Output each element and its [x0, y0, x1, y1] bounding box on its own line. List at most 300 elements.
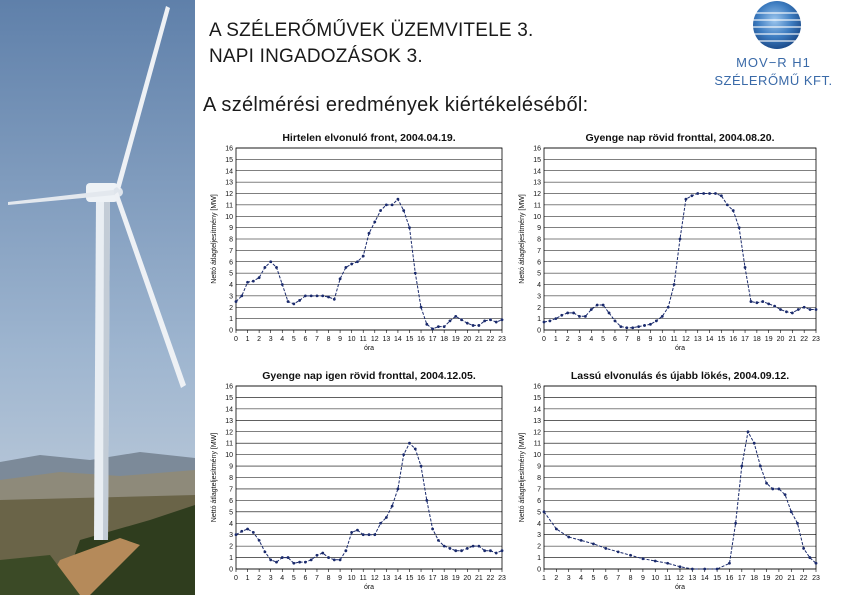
data-point: [379, 209, 382, 212]
y-tick-label: 11: [225, 202, 233, 210]
x-tick-label: 10: [347, 336, 356, 343]
data-point: [567, 536, 570, 539]
chart-title: Gyenge nap rövid fronttal, 2004.08.20.: [585, 132, 775, 144]
wind-turbine-photo: [0, 0, 195, 595]
data-point: [316, 554, 319, 557]
y-tick-label: 5: [229, 509, 233, 517]
y-tick-label: 3: [229, 293, 233, 301]
chart-title: Gyenge nap igen rövid fronttal, 2004.12.05.: [262, 370, 476, 382]
y-tick-label: 12: [533, 191, 541, 198]
x-tick-label: 6: [603, 575, 608, 582]
x-tick-label: 19: [764, 336, 773, 343]
x-tick-label: 1: [553, 336, 558, 343]
x-tick-label: 13: [693, 336, 702, 343]
data-point: [744, 266, 747, 269]
data-point: [642, 557, 645, 560]
y-tick-label: 9: [229, 225, 233, 233]
data-point: [344, 549, 347, 552]
x-tick-label: 8: [326, 336, 331, 343]
x-tick-label: 23: [812, 336, 820, 343]
y-axis-label: Nettó átlagteljesítmény [MW]: [211, 432, 218, 523]
data-point: [679, 238, 682, 241]
data-point: [454, 315, 457, 318]
data-point: [252, 531, 255, 534]
data-point: [362, 533, 365, 536]
data-point: [368, 533, 371, 536]
data-point: [258, 276, 261, 279]
y-tick-label: 1: [537, 555, 541, 563]
data-point: [803, 306, 806, 309]
y-tick-label: 3: [229, 532, 233, 540]
y-tick-label: 8: [229, 236, 233, 244]
data-point: [466, 322, 469, 325]
x-tick-label: 10: [658, 336, 667, 343]
data-point: [385, 516, 388, 519]
x-tick-label: 4: [280, 575, 285, 582]
data-point: [495, 321, 498, 324]
y-tick-label: 11: [533, 440, 541, 448]
data-point: [691, 568, 694, 571]
data-point: [483, 320, 486, 323]
data-point: [397, 488, 400, 491]
data-point: [755, 301, 758, 304]
data-point: [449, 320, 452, 323]
data-point: [661, 315, 664, 318]
x-tick-label: 7: [315, 336, 319, 343]
data-point: [264, 550, 267, 553]
x-tick-label: 8: [628, 575, 633, 582]
data-point: [555, 528, 558, 531]
data-point: [240, 294, 243, 297]
data-point: [779, 308, 782, 311]
data-point: [287, 300, 290, 303]
data-point: [802, 547, 805, 550]
x-tick-label: 5: [291, 575, 296, 582]
data-point: [425, 499, 428, 502]
x-tick-label: 16: [417, 575, 425, 582]
data-point: [454, 549, 457, 552]
data-point: [543, 510, 546, 513]
data-point: [501, 318, 504, 321]
x-tick-label: 23: [812, 575, 820, 582]
data-point: [333, 558, 336, 561]
data-point: [629, 554, 632, 557]
x-tick-label: 10: [347, 575, 356, 582]
data-point: [235, 533, 238, 536]
x-tick-label: 4: [280, 336, 285, 343]
company-logo: [705, 0, 842, 92]
data-point: [292, 562, 295, 565]
data-point: [714, 192, 717, 195]
x-tick-label: 17: [428, 575, 437, 582]
data-point: [344, 266, 347, 269]
chart-panel-slow-0912: [514, 366, 824, 595]
chart-title: Hirtelen elvonuló front, 2004.04.19.: [282, 132, 456, 144]
data-point: [667, 306, 670, 309]
x-tick-label: 23: [498, 575, 506, 582]
data-point: [778, 488, 781, 491]
x-tick-label: 12: [370, 336, 379, 343]
data-point: [703, 568, 706, 571]
page-subtitle: A szélmérési eredmények kiértékeléséből:: [203, 94, 589, 116]
x-tick-label: 20: [775, 575, 783, 582]
x-tick-label: 9: [338, 336, 343, 343]
data-point: [252, 280, 255, 283]
x-tick-label: 22: [486, 575, 495, 582]
x-tick-label: 2: [257, 336, 262, 343]
data-point: [460, 318, 463, 321]
x-tick-label: 14: [705, 336, 714, 343]
x-tick-label: 7: [624, 336, 629, 343]
data-point: [368, 232, 371, 235]
x-tick-label: 3: [566, 575, 571, 582]
data-point: [716, 568, 719, 571]
data-point: [414, 448, 417, 451]
x-tick-label: 3: [577, 336, 582, 343]
data-point: [477, 324, 480, 327]
data-point: [543, 321, 546, 324]
y-tick-label: 15: [533, 156, 541, 164]
chart-panel-weak-0820: [514, 128, 824, 356]
data-point: [397, 198, 400, 201]
data-point: [258, 539, 261, 542]
x-tick-label: 1: [245, 575, 250, 582]
x-tick-label: 21: [788, 336, 797, 343]
x-tick-label: 19: [451, 575, 460, 582]
y-tick-label: 2: [537, 543, 541, 551]
data-point: [580, 539, 583, 542]
x-tick-label: 9: [338, 575, 343, 582]
y-tick-label: 13: [225, 179, 233, 187]
y-tick-label: 5: [229, 270, 233, 278]
y-tick-label: 8: [229, 475, 233, 482]
data-point: [431, 528, 434, 531]
data-point: [643, 324, 646, 327]
data-point: [666, 562, 669, 565]
y-tick-label: 0: [537, 566, 541, 574]
data-point: [269, 260, 272, 263]
y-tick-label: 0: [229, 566, 233, 574]
x-tick-label: 11: [359, 336, 367, 343]
data-point: [339, 277, 342, 280]
x-tick-label: 11: [663, 575, 672, 582]
data-point: [391, 203, 394, 206]
y-tick-label: 12: [533, 429, 541, 437]
y-tick-label: 0: [229, 327, 233, 335]
data-point: [720, 194, 723, 197]
data-point: [637, 325, 640, 328]
chart-svg: [206, 366, 510, 595]
data-point: [747, 430, 750, 433]
y-tick-label: 13: [225, 417, 233, 425]
y-tick-label: 14: [533, 406, 541, 414]
chart-title: Lassú elvonulás és újabb lökés, 2004.09.12.: [570, 370, 790, 382]
data-point: [608, 312, 611, 315]
x-tick-label: 1: [542, 575, 546, 582]
x-axis-label: óra: [674, 584, 686, 591]
y-tick-label: 15: [533, 394, 541, 402]
y-tick-label: 4: [229, 520, 233, 528]
x-tick-label: 3: [268, 575, 273, 582]
data-point: [796, 522, 799, 525]
x-tick-label: 14: [700, 575, 709, 582]
y-axis-label: Nettó átlagteljesítmény [MW]: [211, 194, 218, 284]
x-tick-label: 0: [234, 336, 238, 343]
y-tick-label: 0: [537, 327, 541, 335]
chart-panel-weak-1205: [206, 366, 510, 595]
x-tick-label: 6: [303, 336, 308, 343]
y-tick-label: 16: [533, 383, 541, 391]
data-point: [356, 529, 359, 532]
data-point: [584, 315, 587, 318]
y-tick-label: 16: [225, 145, 233, 153]
data-point: [614, 320, 617, 323]
data-point: [790, 510, 793, 513]
x-tick-label: 19: [451, 336, 460, 343]
data-point: [495, 552, 498, 555]
x-tick-label: 5: [291, 336, 296, 343]
data-point: [765, 482, 768, 485]
x-tick-label: 9: [640, 575, 645, 582]
data-point: [321, 294, 324, 297]
data-point: [625, 326, 628, 329]
data-point: [738, 226, 741, 229]
x-tick-label: 2: [554, 575, 559, 582]
y-tick-label: 10: [533, 452, 541, 460]
x-tick-label: 4: [589, 336, 594, 343]
y-tick-label: 4: [229, 282, 233, 289]
y-tick-label: 9: [537, 225, 541, 233]
data-point: [617, 550, 620, 553]
x-tick-label: 11: [670, 336, 678, 343]
data-point: [304, 561, 307, 564]
x-tick-label: 15: [717, 336, 726, 343]
y-tick-label: 7: [229, 486, 233, 494]
data-point: [784, 493, 787, 496]
y-tick-label: 1: [229, 316, 233, 324]
data-point: [673, 283, 676, 286]
x-tick-label: 22: [486, 336, 495, 343]
data-point: [809, 308, 812, 311]
x-tick-label: 11: [359, 575, 367, 582]
data-point: [728, 562, 731, 565]
x-tick-label: 6: [303, 575, 308, 582]
data-point: [287, 556, 290, 559]
data-point: [815, 308, 818, 311]
data-point: [753, 442, 756, 445]
data-point: [292, 302, 295, 305]
data-point: [443, 545, 446, 548]
data-point: [732, 209, 735, 212]
y-tick-label: 6: [229, 259, 233, 267]
data-point: [472, 545, 475, 548]
data-point: [815, 562, 818, 565]
y-tick-label: 11: [225, 440, 233, 448]
page-title: [209, 18, 533, 70]
data-point: [696, 192, 699, 195]
data-point: [373, 221, 376, 224]
data-point: [702, 192, 705, 195]
data-point: [327, 296, 330, 299]
y-tick-label: 8: [537, 236, 541, 244]
data-point: [420, 465, 423, 468]
data-point: [472, 324, 475, 327]
x-tick-label: 5: [601, 336, 606, 343]
x-tick-label: 8: [326, 575, 331, 582]
y-tick-label: 4: [537, 520, 541, 528]
x-tick-label: 22: [800, 336, 809, 343]
x-tick-label: 6: [613, 336, 617, 343]
x-tick-label: 3: [268, 336, 273, 343]
y-tick-label: 6: [229, 497, 233, 505]
data-point: [275, 561, 278, 564]
x-axis-label: óra: [363, 345, 375, 352]
x-tick-label: 15: [405, 575, 414, 582]
x-tick-label: 7: [315, 575, 319, 582]
data-point: [791, 312, 794, 315]
data-point: [767, 302, 770, 305]
data-point: [549, 320, 552, 323]
data-point: [385, 203, 388, 206]
data-point: [408, 442, 411, 445]
data-point: [734, 522, 737, 525]
data-point: [443, 325, 446, 328]
data-point: [350, 263, 353, 266]
x-tick-label: 0: [234, 575, 238, 582]
data-point: [750, 300, 753, 303]
data-point: [797, 308, 800, 311]
y-axis-label: Nettó átlagteljesítmény [MW]: [519, 432, 526, 523]
data-point: [298, 561, 301, 564]
data-point: [578, 315, 581, 318]
y-tick-label: 5: [537, 509, 541, 517]
x-tick-label: 17: [741, 336, 749, 343]
data-point: [655, 320, 658, 323]
data-point: [304, 294, 307, 297]
data-point: [501, 549, 504, 552]
data-point: [362, 255, 365, 258]
y-tick-label: 7: [537, 486, 541, 494]
x-tick-label: 22: [799, 575, 808, 582]
y-tick-label: 4: [537, 282, 541, 289]
data-point: [590, 308, 593, 311]
data-point: [619, 325, 622, 328]
x-tick-label: 19: [762, 575, 771, 582]
chart-svg: [514, 128, 824, 356]
y-tick-label: 10: [225, 452, 233, 460]
x-tick-label: 20: [463, 575, 472, 582]
data-point: [460, 549, 463, 552]
data-point: [246, 281, 249, 284]
x-tick-label: 21: [474, 336, 483, 343]
y-tick-label: 11: [533, 202, 541, 210]
data-point: [350, 531, 353, 534]
x-tick-label: 12: [370, 575, 379, 582]
x-tick-label: 18: [752, 336, 761, 343]
y-tick-label: 2: [537, 304, 541, 312]
x-tick-label: 23: [498, 336, 506, 343]
data-point: [327, 556, 330, 559]
x-tick-label: 14: [394, 336, 402, 343]
x-tick-label: 17: [737, 575, 746, 582]
x-tick-label: 7: [616, 575, 621, 582]
data-point: [466, 547, 469, 550]
x-tick-label: 21: [474, 575, 483, 582]
data-point: [391, 505, 394, 508]
y-tick-label: 14: [533, 168, 541, 176]
data-point: [592, 542, 595, 545]
x-tick-label: 16: [729, 336, 738, 343]
data-point: [596, 304, 599, 307]
data-point: [785, 310, 788, 313]
data-point: [449, 547, 452, 550]
data-point: [708, 192, 711, 195]
chart-svg: [514, 366, 824, 595]
data-point: [264, 266, 267, 269]
x-tick-label: 13: [382, 336, 391, 343]
data-point: [321, 552, 324, 555]
x-tick-label: 18: [750, 575, 759, 582]
y-tick-label: 3: [537, 293, 541, 301]
data-point: [356, 260, 359, 263]
x-tick-label: 0: [542, 336, 546, 343]
y-tick-label: 16: [533, 145, 541, 153]
data-point: [402, 453, 405, 456]
data-point: [685, 198, 688, 201]
data-point: [759, 465, 762, 468]
data-point: [631, 326, 634, 329]
data-point: [740, 465, 743, 468]
y-tick-label: 6: [537, 497, 541, 505]
y-tick-label: 15: [225, 394, 233, 402]
data-point: [602, 304, 605, 307]
y-tick-label: 9: [229, 463, 233, 471]
x-tick-label: 13: [688, 575, 697, 582]
data-point: [379, 522, 382, 525]
data-point: [437, 539, 440, 542]
data-point: [408, 226, 411, 229]
x-tick-label: 21: [787, 575, 796, 582]
title-line-2: NAPI INGADOZÁSOK 3.: [209, 46, 423, 67]
data-point: [649, 323, 652, 326]
x-tick-label: 12: [682, 336, 690, 343]
data-point: [554, 317, 557, 320]
data-point: [246, 528, 249, 531]
data-point: [235, 300, 238, 303]
x-tick-label: 16: [417, 336, 425, 343]
data-point: [373, 533, 376, 536]
y-tick-label: 13: [533, 417, 541, 425]
data-point: [489, 549, 492, 552]
data-point: [560, 314, 563, 317]
y-tick-label: 12: [225, 429, 233, 437]
data-point: [489, 318, 492, 321]
x-tick-label: 10: [651, 575, 660, 582]
data-point: [333, 298, 336, 301]
data-point: [310, 294, 313, 297]
x-tick-label: 9: [648, 336, 653, 343]
globe-logo-icon: [749, 0, 805, 52]
y-tick-label: 9: [537, 463, 541, 471]
data-point: [808, 556, 811, 559]
x-tick-label: 20: [776, 336, 785, 343]
data-point: [402, 209, 405, 212]
x-tick-label: 15: [713, 575, 721, 582]
x-tick-label: 12: [676, 575, 684, 582]
data-point: [281, 283, 284, 286]
chart-svg: [206, 128, 510, 356]
x-tick-label: 16: [725, 575, 734, 582]
